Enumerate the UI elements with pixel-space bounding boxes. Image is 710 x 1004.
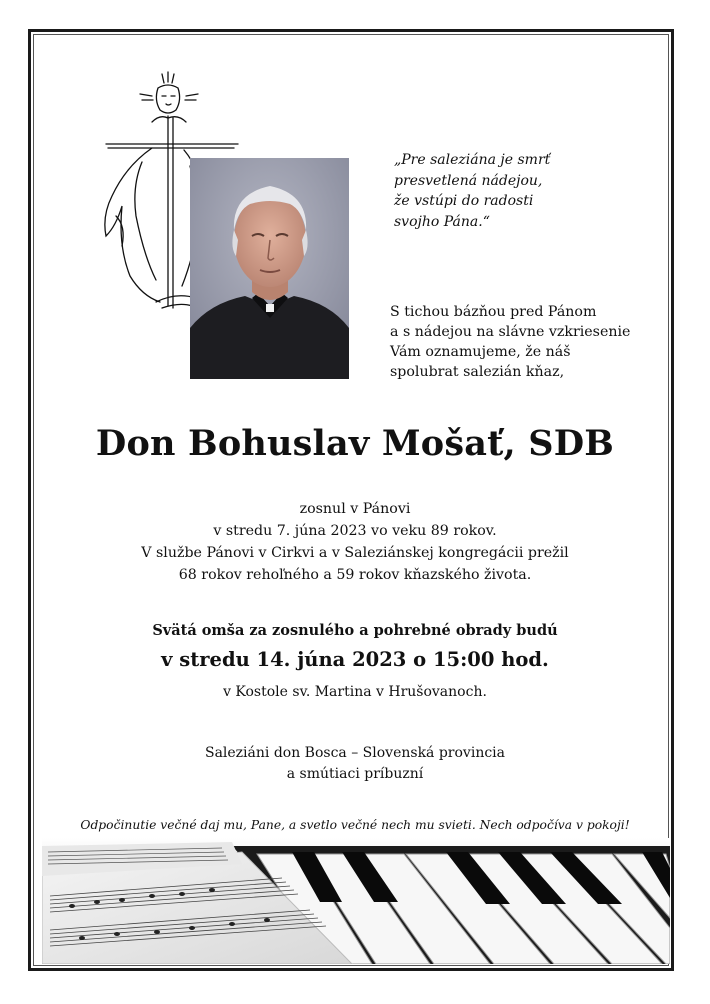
details-line: 68 rokov rehoľného a 59 rokov kňazského života. — [178, 567, 532, 583]
intro-block — [390, 302, 630, 382]
details-line: v stredu 7. júna 2023 vo veku 89 rokov. — [213, 523, 497, 539]
details-block — [0, 498, 710, 586]
quote-line: presvetlená nádejou, — [394, 172, 543, 189]
quote-line: že vstúpi do radosti — [394, 193, 534, 209]
quote-line: „Pre saleziána je smrť — [394, 152, 551, 168]
prayer-line: Odpočinutie večné daj mu, Pane, a svetlo večné nech mu svieti. Nech odpočíva v pokoji! — [80, 818, 630, 832]
signature-block — [0, 743, 710, 785]
quote-block — [394, 150, 550, 232]
quote-line: svojho Pána.“ — [394, 213, 490, 230]
details-line: V službe Pánovi v Cirkvi a v Saleziánskej kongregácii prežil — [141, 545, 569, 561]
intro-line: S tichou bázňou pred Pánom — [390, 304, 597, 320]
intro-line: spolubrat salezián kňaz, — [390, 364, 565, 380]
signature-line: Saleziáni don Bosca – Slovenská provincia — [204, 745, 505, 761]
mass-heading: Svätá omša za zosnulého a pohrebné obrady budú — [152, 622, 558, 639]
mass-place: v Kostole sv. Martina v Hrušovanoch. — [223, 684, 487, 700]
intro-line: a s nádejou na slávne vzkriesenie — [390, 324, 631, 340]
portrait-photo — [190, 158, 349, 379]
signature-line: a smútiaci príbuzní — [286, 766, 424, 782]
mass-datetime: v stredu 14. júna 2023 o 15:00 hod. — [161, 648, 549, 671]
details-line: zosnul v Pánovi — [299, 501, 411, 517]
intro-line: Vám oznamujeme, že náš — [390, 344, 571, 360]
piano-sheet-music-image — [42, 838, 670, 964]
deceased-name: Don Bohuslav Mošať, SDB — [95, 423, 615, 464]
